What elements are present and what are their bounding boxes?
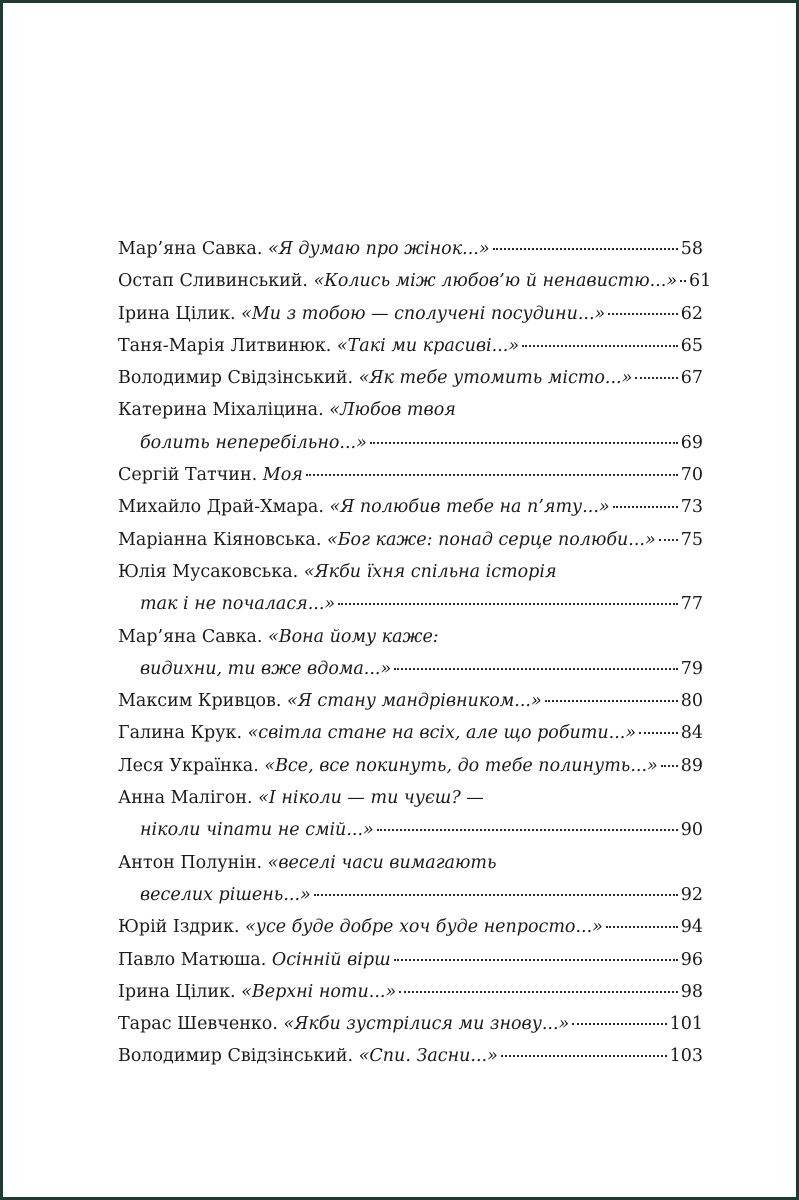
toc-page-number: 92 xyxy=(680,884,703,905)
toc-author: Леся Українка. xyxy=(118,755,259,776)
toc-entry xyxy=(118,362,703,394)
toc-title: Осінній вірш xyxy=(271,949,391,970)
toc-entry xyxy=(118,459,703,491)
toc-page-number: 103 xyxy=(669,1046,703,1067)
toc-title: Моя xyxy=(262,465,303,486)
dot-leader xyxy=(661,764,678,767)
toc-entry xyxy=(118,685,703,717)
toc-title: «Такі ми красиві...» xyxy=(336,335,520,356)
toc-author: Павло Матюша. xyxy=(118,949,267,970)
toc-entry xyxy=(118,782,703,814)
toc-entry xyxy=(118,750,703,782)
toc-author: Юрій Іздрик. xyxy=(118,917,240,938)
dot-leader xyxy=(680,279,686,282)
dot-leader xyxy=(572,1022,666,1025)
toc-author: Максим Кривцов. xyxy=(118,691,282,712)
toc-title: «Я полюбив тебе на п’яту...» xyxy=(329,497,610,518)
toc-author: Ірина Цілик. xyxy=(118,303,236,324)
toc-entry xyxy=(118,524,703,556)
toc-entry xyxy=(118,944,703,976)
dot-leader xyxy=(394,667,678,670)
dot-leader xyxy=(501,1054,667,1057)
table-of-contents xyxy=(118,233,712,1073)
toc-author: Мар’яна Савка. xyxy=(118,626,263,647)
dot-leader xyxy=(545,699,678,702)
toc-title: «Любов твоя xyxy=(329,400,456,421)
dot-leader xyxy=(613,505,678,508)
toc-entry xyxy=(118,491,703,523)
toc-title: «І ніколи — ти чуєш? — xyxy=(258,788,484,809)
toc-entry xyxy=(118,298,703,330)
toc-page-number: 96 xyxy=(680,949,703,970)
toc-title: «Якби зустрілися ми знову...» xyxy=(283,1014,570,1035)
toc-entry xyxy=(118,717,703,749)
toc-title: «Верхні ноти...» xyxy=(241,981,397,1002)
toc-title-continuation: так і не почалася...» xyxy=(140,594,336,615)
toc-author: Анна Малігон. xyxy=(118,788,253,809)
toc-title-continuation: веселих рішень...» xyxy=(140,884,311,905)
toc-page-number: 101 xyxy=(669,1014,703,1035)
toc-title: «Я думаю про жінок...» xyxy=(268,239,490,259)
toc-entry xyxy=(118,976,703,1008)
toc-page-number: 69 xyxy=(680,432,703,453)
toc-page-number: 90 xyxy=(680,820,703,841)
toc-author: Сергій Татчин. xyxy=(118,465,258,486)
toc-entry-continuation xyxy=(118,427,703,459)
toc-author: Тарас Шевченко. xyxy=(118,1014,278,1035)
toc-title: «Колись між любов’ю й ненавистю...» xyxy=(313,271,678,292)
toc-entry xyxy=(118,911,703,943)
dot-leader xyxy=(338,602,678,605)
toc-author: Антон Полунін. xyxy=(118,852,263,873)
toc-page-number: 84 xyxy=(680,723,703,744)
toc-page-number: 98 xyxy=(680,981,703,1002)
dot-leader xyxy=(606,925,678,928)
toc-entry xyxy=(118,621,703,653)
toc-author: Володимир Свідзінський. xyxy=(118,368,354,389)
toc-entry xyxy=(118,847,703,879)
toc-entry xyxy=(118,233,703,265)
toc-page-number: 75 xyxy=(680,529,703,550)
toc-entry-continuation xyxy=(118,814,703,846)
dot-leader xyxy=(399,990,678,993)
toc-page-number: 94 xyxy=(680,917,703,938)
toc-page-number: 89 xyxy=(680,755,703,776)
toc-title-continuation: ніколи чіпати не смій...» xyxy=(140,820,374,841)
toc-page-number: 73 xyxy=(680,497,703,518)
toc-title: «Все, все покинуть, до тебе полинуть...» xyxy=(264,755,658,776)
toc-page-number: 79 xyxy=(680,658,703,679)
toc-title: «Як тебе утомить місто...» xyxy=(358,368,633,389)
toc-entry xyxy=(118,1008,703,1040)
dot-leader xyxy=(493,247,678,250)
toc-author: Таня-Марія Литвинюк. xyxy=(118,335,332,356)
dot-leader xyxy=(306,473,678,476)
toc-title-continuation: видихни, ти вже вдома...» xyxy=(140,658,392,679)
dot-leader xyxy=(370,441,678,444)
toc-title: «Спи. Засни...» xyxy=(358,1046,498,1067)
toc-title: «Я стану мандрівником...» xyxy=(286,691,542,712)
toc-title: «усе буде добре хоч буде непросто...» xyxy=(245,917,603,938)
dot-leader xyxy=(522,344,678,347)
toc-author: Михайло Драй-Хмара. xyxy=(118,497,324,518)
dot-leader xyxy=(394,958,678,961)
toc-entry xyxy=(118,394,703,426)
toc-page-number: 58 xyxy=(680,239,703,259)
toc-entry xyxy=(118,330,703,362)
toc-page-number: 70 xyxy=(680,465,703,486)
toc-page-number: 67 xyxy=(680,368,703,389)
toc-title: «Ми з тобою — сполучені посудини...» xyxy=(241,303,606,324)
toc-page-number: 65 xyxy=(680,335,703,356)
toc-author: Володимир Свідзінський. xyxy=(118,1046,354,1067)
toc-title: «веселі часи вимагають xyxy=(267,852,497,873)
toc-page-number: 77 xyxy=(680,594,703,615)
toc-page-number: 80 xyxy=(680,691,703,712)
toc-title: «Бог каже: понад серце полюби...» xyxy=(326,529,656,550)
toc-author: Остап Сливинський. xyxy=(118,271,308,292)
dot-leader xyxy=(314,893,678,896)
dot-leader xyxy=(659,538,678,541)
toc-page-number: 62 xyxy=(680,303,703,324)
toc-entry-continuation xyxy=(118,653,703,685)
toc-author: Ірина Цілик. xyxy=(118,981,236,1002)
dot-leader xyxy=(635,376,677,379)
toc-author: Катерина Міхаліцина. xyxy=(118,400,324,421)
toc-entry xyxy=(118,265,712,297)
toc-author: Мар’яна Савка. xyxy=(118,239,263,259)
toc-entry xyxy=(118,1040,703,1072)
toc-entry-continuation xyxy=(118,879,703,911)
book-page xyxy=(3,3,796,1197)
toc-entry-continuation xyxy=(118,588,703,620)
toc-page-number: 61 xyxy=(689,271,712,292)
dot-leader xyxy=(377,828,678,831)
toc-title-continuation: болить неперебільно...» xyxy=(140,432,367,453)
toc-entry xyxy=(118,556,703,588)
dot-leader xyxy=(608,312,677,315)
toc-author: Юлія Мусаковська. xyxy=(118,561,299,582)
toc-author: Галина Крук. xyxy=(118,723,243,744)
dot-leader xyxy=(639,731,678,734)
toc-author: Маріанна Кіяновська. xyxy=(118,529,322,550)
toc-title: «світла стане на всіх, але що робити...» xyxy=(247,723,637,744)
toc-title: «Якби їхня спільна історія xyxy=(303,561,557,582)
toc-title: «Вона йому каже: xyxy=(268,626,439,647)
